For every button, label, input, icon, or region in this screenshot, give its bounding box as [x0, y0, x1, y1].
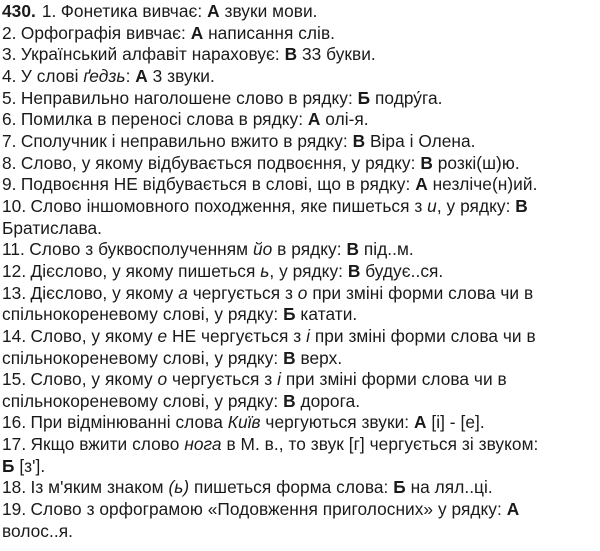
answer-text: Віра і Олена. [365, 130, 476, 151]
item-number: 11. [2, 239, 25, 260]
item-italic-text: и [427, 195, 437, 216]
answer-letter: А [207, 1, 220, 21]
answer-text: під..м. [358, 239, 414, 260]
item-number: 16. [2, 412, 27, 433]
item-text: Український алфавіт нараховує: [20, 44, 285, 65]
item-text: Слово з буквосполученням [29, 239, 253, 260]
item-text: спільнокореневому слові, у рядку: [2, 347, 284, 368]
answer-text: розкі(ш)ю. [432, 152, 520, 173]
item-text: спільнокореневому слові, у рядку: [2, 304, 284, 325]
item-italic-text: (ь) [168, 477, 190, 498]
item-number: 14. [2, 325, 27, 346]
answer-letter: Б [2, 455, 15, 476]
answer-text: олі-я. [320, 109, 369, 130]
item-text: Слово, у якому відбувається подвоєння, у рядку: [20, 152, 421, 173]
answer-letter: А [413, 412, 427, 433]
answer-letter: А [135, 65, 148, 86]
item-number: 4. [2, 65, 17, 86]
item-text: в рядку: [272, 239, 347, 260]
item-number: 15. [2, 369, 27, 390]
answer-letter: Б [393, 477, 406, 498]
answer-letter: А [506, 499, 520, 520]
item-text: Слово з орфограмою «Подовження приголосних» у рядку: [30, 499, 507, 520]
answer-line [2, 44, 598, 66]
answer-line [2, 218, 598, 240]
item-italic-text: о [297, 282, 308, 303]
answer-text: звуки мови. [219, 1, 318, 21]
item-text: Сполучник і неправильно вжито в рядку: [20, 130, 353, 151]
item-number: 5. [2, 87, 17, 108]
item-number: 1. [41, 1, 57, 21]
answer-line [2, 521, 598, 543]
answer-line [2, 477, 598, 499]
item-number: 18. [2, 477, 27, 498]
answer-line [2, 1, 598, 23]
answer-line [2, 109, 598, 131]
item-text: НЕ чергується з [167, 325, 307, 346]
answer-line [2, 326, 598, 348]
item-number: 9. [2, 174, 17, 195]
item-text: У слові [20, 65, 84, 86]
answer-letter: А [190, 22, 204, 43]
answer-letter: Б [357, 87, 371, 108]
answer-line [2, 391, 598, 413]
item-text: Подвоєння НЕ відбувається в слові, що в рядку: [20, 174, 416, 195]
answer-letter: В [284, 44, 298, 65]
answer-line [2, 88, 598, 110]
answer-line [2, 239, 598, 261]
item-number: 2. [2, 22, 17, 43]
answer-line [2, 499, 598, 521]
item-text: : [125, 65, 136, 86]
answer-text: [і] - [е]. [426, 412, 485, 433]
item-italic-text: йо [252, 239, 273, 260]
answer-line [2, 456, 598, 478]
answer-line [2, 23, 598, 45]
item-text: Дієслово, у якому пишеться [30, 260, 261, 281]
answer-line [2, 369, 598, 391]
item-text: Неправильно наголошене слово в рядку: [20, 87, 358, 108]
answer-text: написання слів. [203, 22, 336, 43]
answer-letter: В [515, 195, 528, 216]
item-text: чергується з [187, 282, 298, 303]
answer-text: 3 звуки. [147, 65, 215, 86]
item-italic-text: нога [184, 434, 222, 455]
answer-line [2, 304, 598, 326]
item-italic-text: а [178, 282, 188, 303]
item-text: Слово, у якому [30, 325, 158, 346]
answer-text: верх. [295, 347, 343, 368]
answer-text: [з']. [14, 455, 46, 476]
item-italic-text: ь [260, 260, 270, 281]
answer-text: на лял..ці. [405, 477, 493, 498]
answer-letter: В [420, 152, 433, 173]
item-text: , у рядку: [436, 195, 516, 216]
item-text: волос..я. [2, 520, 73, 541]
item-text: Братислава. [2, 217, 103, 238]
answer-line [2, 174, 598, 196]
item-number: 13. [2, 282, 27, 303]
item-text: пишеться форма слова: [189, 477, 394, 498]
answer-letter: В [347, 260, 361, 281]
answer-line [2, 261, 598, 283]
item-text: Дієслово, у якому [30, 282, 179, 303]
item-italic-text: Київ [227, 412, 261, 433]
answer-letter: В [352, 130, 366, 151]
answer-line [2, 348, 598, 370]
answer-text: дорога. [295, 390, 361, 411]
answer-letter: Б [283, 304, 296, 325]
item-text: Якщо вжити слово [30, 434, 185, 455]
item-text: при зміні форми слова чи в [309, 325, 536, 346]
answer-line [2, 131, 598, 153]
answer-line [2, 434, 598, 456]
item-text: чергуються звуки: [260, 412, 414, 433]
item-text: Слово іншомовного походження, яке пишеться з [30, 195, 428, 216]
exercise-answers [2, 1, 598, 542]
answer-line [2, 283, 598, 305]
answer-line [2, 153, 598, 175]
item-number: 17. [2, 434, 27, 455]
answer-text: подру́га. [370, 87, 443, 108]
item-number: 19. [2, 499, 27, 520]
item-text: , у рядку: [269, 260, 348, 281]
item-text: При відмінюванні слова [30, 412, 228, 433]
item-text: при зміні форми слова чи в [281, 369, 507, 390]
answer-letter: В [283, 347, 296, 368]
item-italic-text: е [157, 325, 168, 346]
item-text: чергується з [167, 369, 278, 390]
answer-letter: В [283, 390, 296, 411]
item-number: 3. [2, 44, 17, 65]
item-number: 10. [2, 195, 27, 216]
answer-text: 33 букви. [297, 44, 376, 65]
answer-text: незліче(н)ий. [427, 174, 538, 195]
item-text: Орфографія вивчає: [20, 22, 191, 43]
item-italic-text: о [157, 369, 168, 390]
item-number: 8. [2, 152, 17, 173]
answer-line [2, 412, 598, 434]
item-text: Слово, у якому [30, 369, 158, 390]
item-italic-text: ґедзь [83, 65, 126, 86]
exercise-number: 430. [2, 1, 36, 21]
answer-letter: В [346, 239, 359, 260]
item-text: спільнокореневому слові, у рядку: [2, 390, 284, 411]
item-number: 7. [2, 130, 17, 151]
item-text: Фонетика вивчає: [60, 1, 208, 21]
item-text: Помилка в переносі слова в рядку: [20, 109, 308, 130]
item-italic-text: і [277, 369, 282, 390]
item-text: Із м'яким знаком [30, 477, 169, 498]
item-text: в М. в., то звук [г] чергується зі звуком: [221, 434, 539, 455]
answer-letter: А [415, 174, 428, 195]
answer-text: катати. [295, 304, 358, 325]
item-italic-text: і [306, 325, 310, 346]
answer-line [2, 196, 598, 218]
item-number: 6. [2, 109, 17, 130]
item-number: 12. [2, 260, 27, 281]
answer-letter: А [307, 109, 321, 130]
item-text: при зміні форми слова чи в [307, 282, 534, 303]
answer-line [2, 66, 598, 88]
answer-text: будує..ся. [360, 260, 444, 281]
